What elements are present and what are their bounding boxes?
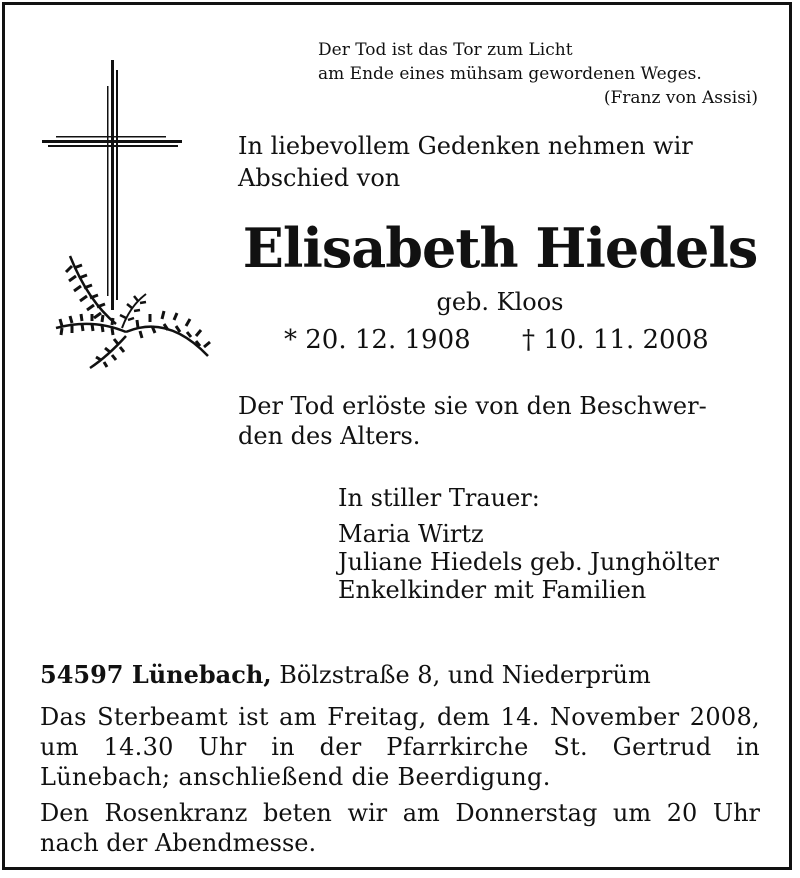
maiden-name: geb. Kloos (436, 288, 564, 316)
funeral-notice: Das Sterbeamt ist am Freitag, dem 14. November 2008, um 14.30 Uhr in der Pfarrkirche St. Gertrud in Lünebach; anschließend die Beerdigung. (40, 703, 760, 791)
intro-text (238, 130, 693, 194)
death-date: † 10. 11. 2008 (522, 325, 709, 355)
release-text (238, 391, 707, 451)
quote-attribution: (Franz von Assisi) (603, 88, 758, 108)
mourners-block (338, 484, 719, 604)
release-line: den des Alters. (238, 422, 421, 450)
rosary-notice: Den Rosenkranz beten wir am Donnerstag um 20 Uhr nach der Abendmesse. (40, 799, 760, 857)
cross-with-palm-branches-icon (38, 56, 218, 376)
release-line: Der Tod erlöste sie von den Beschwer- (238, 392, 707, 420)
quote-block (318, 38, 758, 110)
mourner-name: Enkelkinder mit Familien (338, 576, 647, 604)
intro-line: In liebevollem Gedenken nehmen wir (238, 132, 693, 160)
deceased-name: Elisabeth Hiedels (242, 216, 758, 280)
birth-date: * 20. 12. 1908 (284, 325, 471, 355)
address-town: 54597 Lünebach, (40, 660, 272, 689)
mourner-name: Maria Wirtz (338, 520, 484, 548)
mourners-heading: In stiller Trauer: (338, 484, 540, 512)
family-address (40, 660, 651, 690)
quote-line: Der Tod ist das Tor zum Licht (318, 40, 573, 60)
address-rest: Bölzstraße 8, und Niederprüm (271, 661, 651, 689)
intro-line: Abschied von (238, 164, 401, 192)
quote-line: am Ende eines mühsam gewordenen Weges. (318, 64, 702, 84)
mourner-name: Juliane Hiedels geb. Junghölter (338, 548, 720, 576)
